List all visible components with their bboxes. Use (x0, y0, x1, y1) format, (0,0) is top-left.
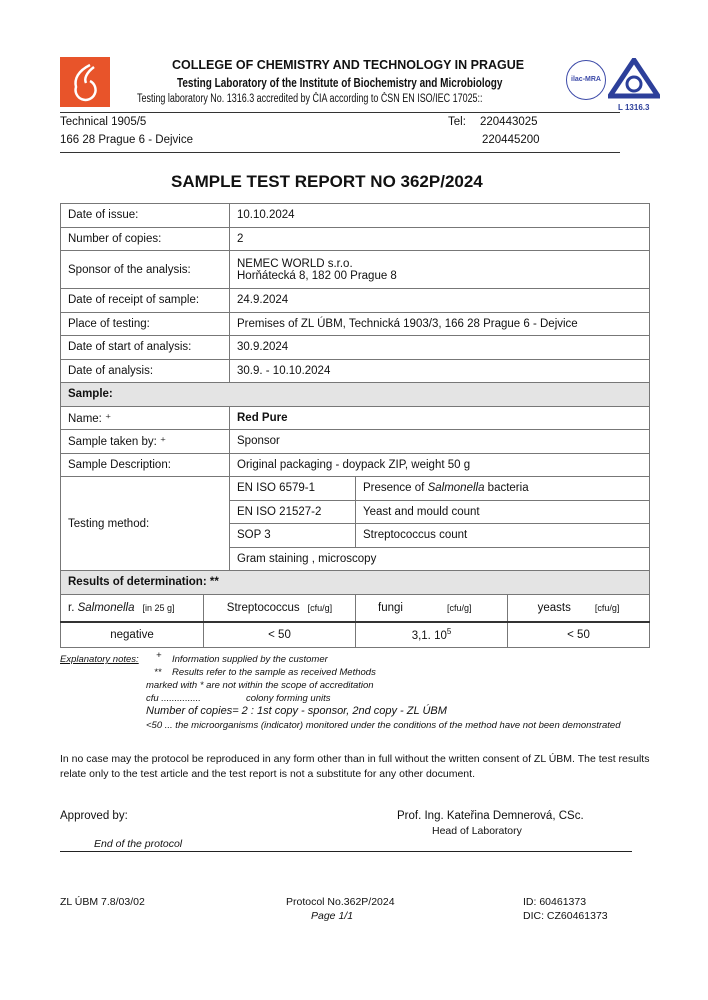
note-6: <50 ... the microorganisms (indicator) monitored under the conditions of the method have not been demonstrated (146, 720, 621, 731)
sample-heading: Sample: (61, 383, 650, 407)
results-values-row: negative < 50 3,1. $10^5$ < 50 (61, 622, 650, 648)
footer-page: Page 1/1 (311, 910, 354, 922)
note-2: Results refer to the sample as received Methods (172, 667, 376, 678)
address-divider (60, 152, 620, 153)
address-line2: 166 28 Prague 6 - Dejvice (60, 134, 193, 146)
note-4-definition: colony forming units (246, 693, 331, 704)
results-header-row: r. Salmonella [in 25 g] Streptococcus [cfu/g] fungi [cfu/g] yeasts [cfu/g] (61, 595, 650, 622)
institution-name: COLLEGE OF CHEMISTRY AND TECHNOLOGY IN PRAGUE (172, 58, 525, 72)
footer-dic: DIC: CZ60461373 (523, 910, 608, 922)
approver-role: Head of Laboratory (432, 825, 522, 837)
table-row: EN ISO 21527-2 Yeast and mould count (61, 500, 650, 524)
address-line1: Technical 1905/5 (60, 116, 147, 128)
table-row: Date of start of analysis: 30.9.2024 (61, 336, 650, 360)
approved-label: Approved by: (60, 810, 128, 822)
note-5: Number of copies= 2 : 1st copy - sponsor, 2nd copy - ZL ÚBM (146, 705, 447, 717)
laboratory-name: Testing Laboratory of the Institute of Biochemistry and Microbiology (177, 76, 503, 90)
table-row: Number of copies: 2 (61, 227, 650, 251)
table-row: Name: ⁺ Red Pure (61, 406, 650, 430)
notes-label: Explanatory notes: (60, 654, 139, 665)
table-row: Gram staining , microscopy (61, 547, 650, 571)
table-row: SOP 3 Streptococcus count (61, 524, 650, 548)
tel-1: 220443025 (480, 116, 538, 128)
table-row: Sample Description: Original packaging - doypack ZIP, weight 50 g (61, 453, 650, 477)
cia-logo: L 1316.3 (608, 58, 660, 112)
table-row: Testing method: EN ISO 6579-1 Presence of Salmonella bacteria (61, 477, 650, 501)
table-row: Sponsor of the analysis: NEMEC WORLD s.r.o. Horňátecká 8, 182 00 Prague 8 (61, 251, 650, 289)
tel-2: 220445200 (482, 134, 540, 146)
table-row: Date of receipt of sample: 24.9.2024 (61, 289, 650, 313)
note-4: cfu ............... (146, 693, 201, 704)
footer-id: ID: 60461373 (523, 896, 587, 908)
accreditation-text: Testing laboratory No. 1316.3 accredited by ČIA according to ČSN EN ISO/IEC 17025:: (137, 93, 483, 105)
table-row: Sample taken by: ⁺ Sponsor (61, 430, 650, 454)
approver-name: Prof. Ing. Kateřina Demnerová, CSc. (397, 810, 584, 822)
disclaimer: In no case may the protocol be reproduced in any form other than in full without the written consent of ZL ÚBM. The test results relate only to the test article and the test report is not a substitute for any other document. (60, 753, 650, 780)
university-logo (60, 57, 110, 107)
note-3: marked with * are not within the scope of accreditation (146, 680, 374, 691)
ilac-logo: ilac-MRA (566, 60, 606, 100)
footer-protocol: Protocol No.362P/2024 (286, 896, 395, 908)
header-divider (60, 112, 620, 113)
report-table (60, 203, 650, 595)
results-table (60, 594, 650, 648)
note-1-mark: + (156, 650, 162, 661)
table-row: Date of analysis: 30.9. - 10.10.2024 (61, 359, 650, 383)
table-row: Place of testing: Premises of ZL ÚBM, Technická 1903/3, 166 28 Prague 6 - Dejvice (61, 312, 650, 336)
note-2-mark: ** (154, 667, 162, 678)
end-of-protocol: End of the protocol (94, 838, 183, 850)
end-line (60, 851, 632, 852)
tel-label: Tel: (448, 116, 466, 128)
report-title: SAMPLE TEST REPORT NO 362P/2024 (171, 172, 483, 191)
footer-doc: ZL ÚBM 7.8/03/02 (60, 896, 145, 908)
results-heading: Results of determination: ** (61, 571, 650, 595)
table-row: Date of issue: 10.10.2024 (61, 204, 650, 228)
note-1: Information supplied by the customer (172, 654, 328, 665)
